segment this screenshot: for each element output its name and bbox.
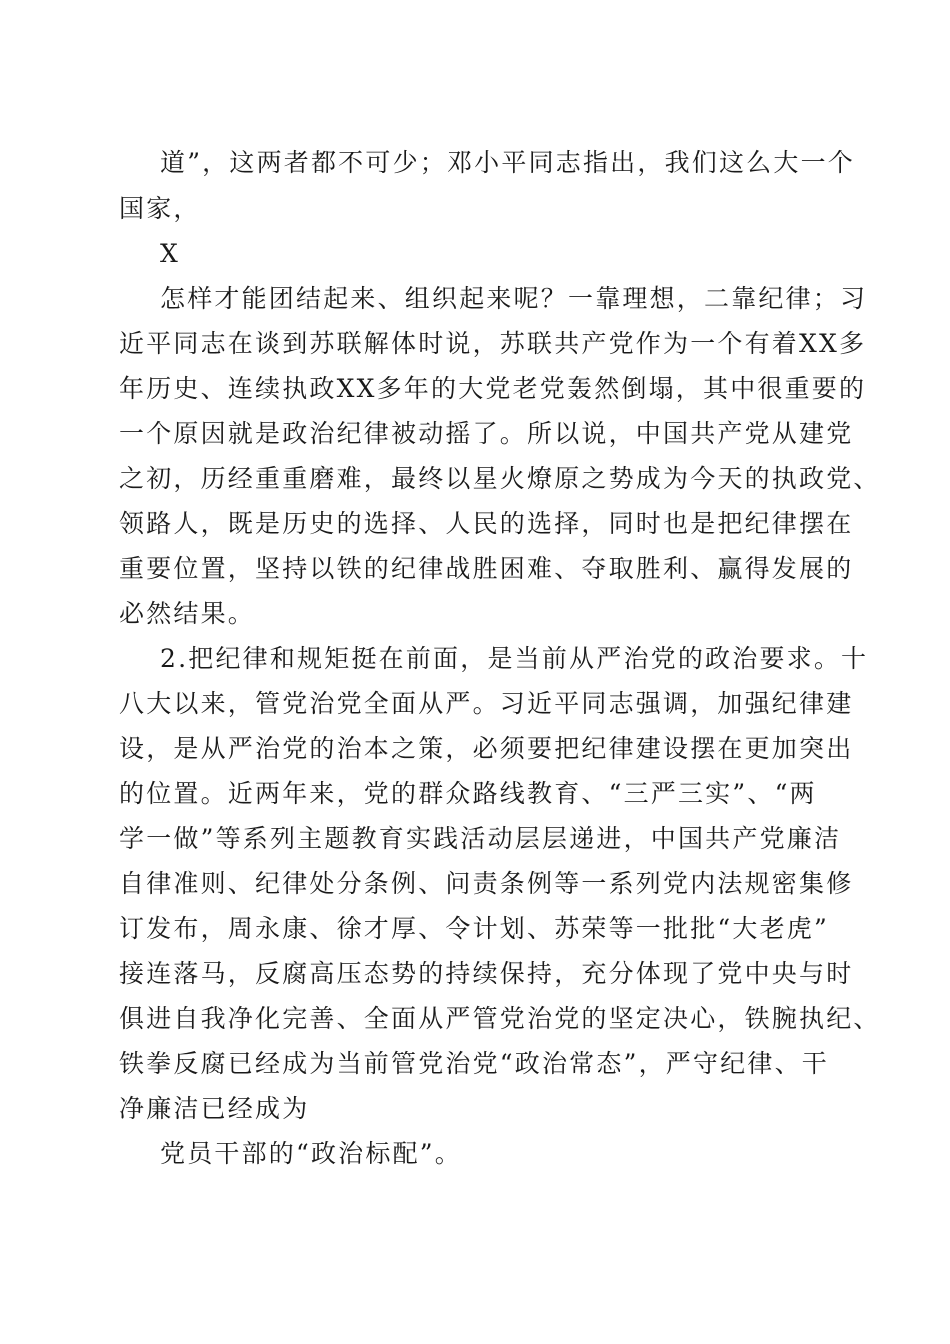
text-line: 近平同志在谈到苏联解体时说，苏联共产党作为一个有着XX多 <box>119 329 867 358</box>
text-line: 怎样才能团结起来、组织起来呢？一靠理想，二靠纪律；习 <box>160 284 868 313</box>
text-line: 自律准则、纪律处分条例、问责条例等一系列党内法规密集修 <box>119 869 854 898</box>
text-line: 党员干部的“政治标配”。 <box>160 1139 462 1168</box>
text-line: 订发布，周永康、徐才厚、令计划、苏荣等一批批“大老虎” <box>119 914 829 943</box>
text-line: 必然结果。 <box>119 599 256 628</box>
text-line: 领路人，既是历史的选择、人民的选择，同时也是把纪律摆在 <box>119 509 854 538</box>
text-line: 学一做”等系列主题教育实践活动层层递进，中国共产党廉洁 <box>119 824 842 853</box>
text-line: 接连落马，反腐高压态势的持续保持，充分体现了党中央与时 <box>119 959 854 988</box>
text-line: 一个原因就是政治纪律被动摇了。所以说，中国共产党从建党 <box>119 419 854 448</box>
text-line: 年历史、连续执政XX多年的大党老党轰然倒塌，其中很重要的 <box>119 374 867 403</box>
text-line: 国家， <box>119 194 201 223</box>
text-line: 道”，这两者都不可少；邓小平同志指出，我们这么大一个 <box>160 148 855 177</box>
text-line: 的位置。近两年来，党的群众路线教育、“三严三实”、“两 <box>119 779 817 808</box>
text-line: X <box>160 239 180 268</box>
text-line: 之初，历经重重磨难，最终以星火燎原之势成为今天的执政党、 <box>119 464 881 493</box>
text-line: 2.把纪律和规矩挺在前面，是当前从严治党的政治要求。十 <box>160 644 869 673</box>
text-line: 俱进自我净化完善、全面从严管党治党的坚定决心，铁腕执纪、 <box>119 1004 881 1033</box>
text-line: 铁拳反腐已经成为当前管党治党“政治常态”，严守纪律、干 <box>119 1049 829 1078</box>
text-line: 净廉洁已经成为 <box>119 1094 310 1123</box>
text-line: 八大以来，管党治党全面从严。习近平同志强调，加强纪律建 <box>119 689 854 718</box>
text-line: 设，是从严治党的治本之策，必须要把纪律建设摆在更加突出 <box>119 734 854 763</box>
text-line: 重要位置，坚持以铁的纪律战胜困难、夺取胜利、赢得发展的 <box>119 554 854 583</box>
